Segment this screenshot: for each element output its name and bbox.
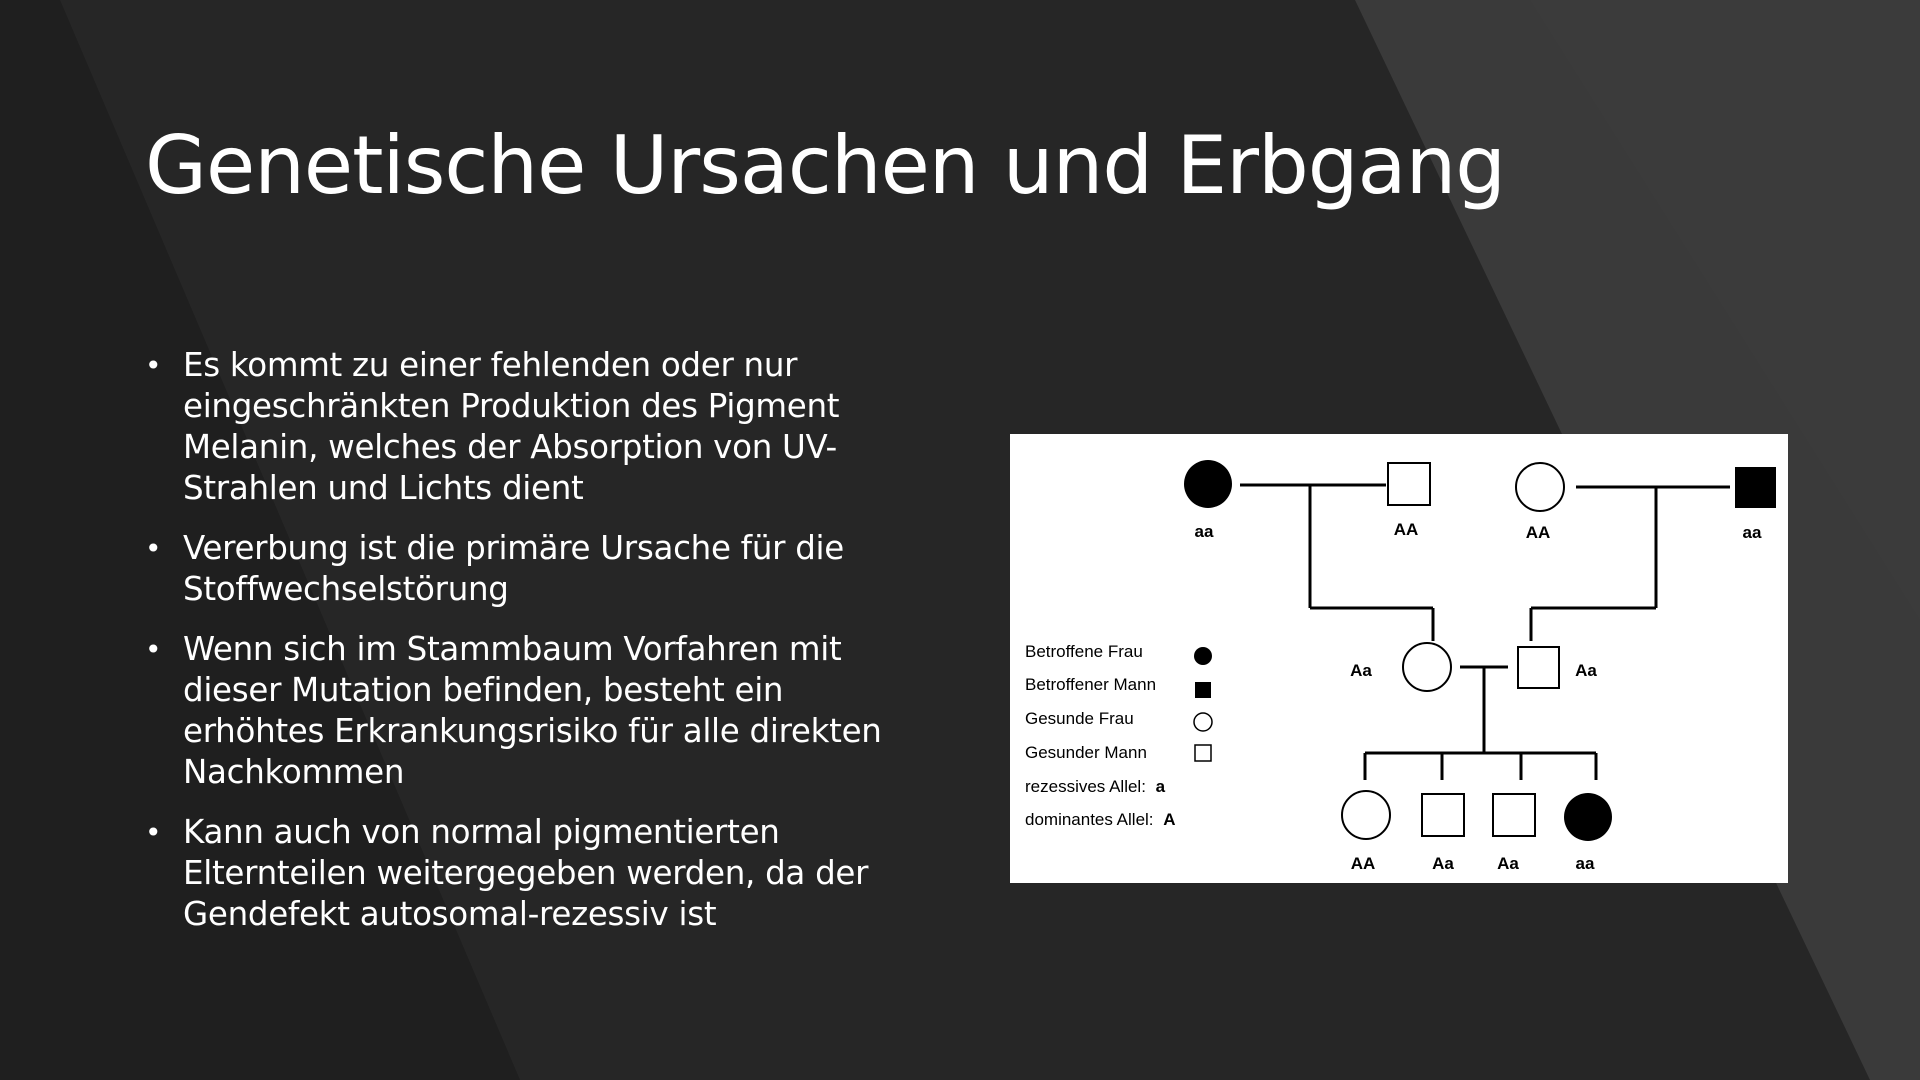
bullet-text: Es kommt zu einer fehlenden oder nur eingeschränkten Produktion des Pigment Melanin, welches der Absorption von UV-Strahlen und Lichts dient [183,346,840,507]
legend-affected-female-symbol [1194,647,1212,665]
bullet-text: Vererbung ist die primäre Ursache für die Stoffwechselstörung [183,529,844,608]
affected-female-symbol [1564,793,1612,841]
bullet-text: Kann auch von normal pigmentierten Elternteilen weitergegeben werden, da der Gendefekt autosomal-rezessiv ist [183,813,869,933]
legend-dominant: dominantes Allel: A [1025,810,1176,829]
bullet-item [145,629,885,793]
healthy-female-symbol [1516,463,1564,511]
affected-female-symbol [1184,460,1232,508]
healthy-female-symbol [1342,791,1390,839]
genotype-label: aa [1742,523,1762,542]
genotype-label: Aa [1575,661,1597,680]
affected-male-symbol [1735,467,1776,508]
genotype-label: AA [1525,523,1551,542]
legend-healthy-female-symbol [1194,713,1212,731]
bullet-list [145,345,885,954]
bullet-item [145,528,885,610]
legend-affected-male-symbol [1195,682,1211,698]
healthy-male-symbol [1422,794,1464,836]
genotype-label: Aa [1497,854,1519,873]
genotype-label: AA [1393,520,1419,539]
pedigree-legend [1025,642,1212,829]
legend-affected-female: Betroffene Frau [1025,642,1143,661]
genotype-label: Aa [1432,854,1454,873]
genotype-label: Aa [1350,661,1372,680]
healthy-male-symbol [1493,794,1535,836]
healthy-male-symbol [1518,647,1559,688]
genotype-label: aa [1194,522,1214,541]
bullet-icon: • [145,349,162,382]
bullet-icon: • [145,633,162,666]
legend-affected-male: Betroffener Mann [1025,675,1157,694]
legend-recessive: rezessives Allel: a [1025,777,1166,796]
legend-healthy-male: Gesunder Mann [1025,743,1147,762]
bullet-icon: • [145,532,162,565]
slide-title: Genetische Ursachen und Erbgang [145,119,1506,212]
legend-healthy-male-symbol [1195,745,1211,761]
genotype-label: aa [1575,854,1595,873]
healthy-female-symbol [1403,643,1451,691]
bullet-icon: • [145,816,162,849]
bullet-item [145,345,885,509]
bullet-item [145,812,885,935]
legend-healthy-female: Gesunde Frau [1025,709,1134,728]
bullet-text: Wenn sich im Stammbaum Vorfahren mit dieser Mutation befinden, besteht ein erhöhtes Erkrankungsrisiko für alle direkten Nachkommen [183,630,882,791]
healthy-male-symbol [1388,463,1430,505]
genotype-label: AA [1350,854,1376,873]
pedigree-chart [1010,434,1788,883]
